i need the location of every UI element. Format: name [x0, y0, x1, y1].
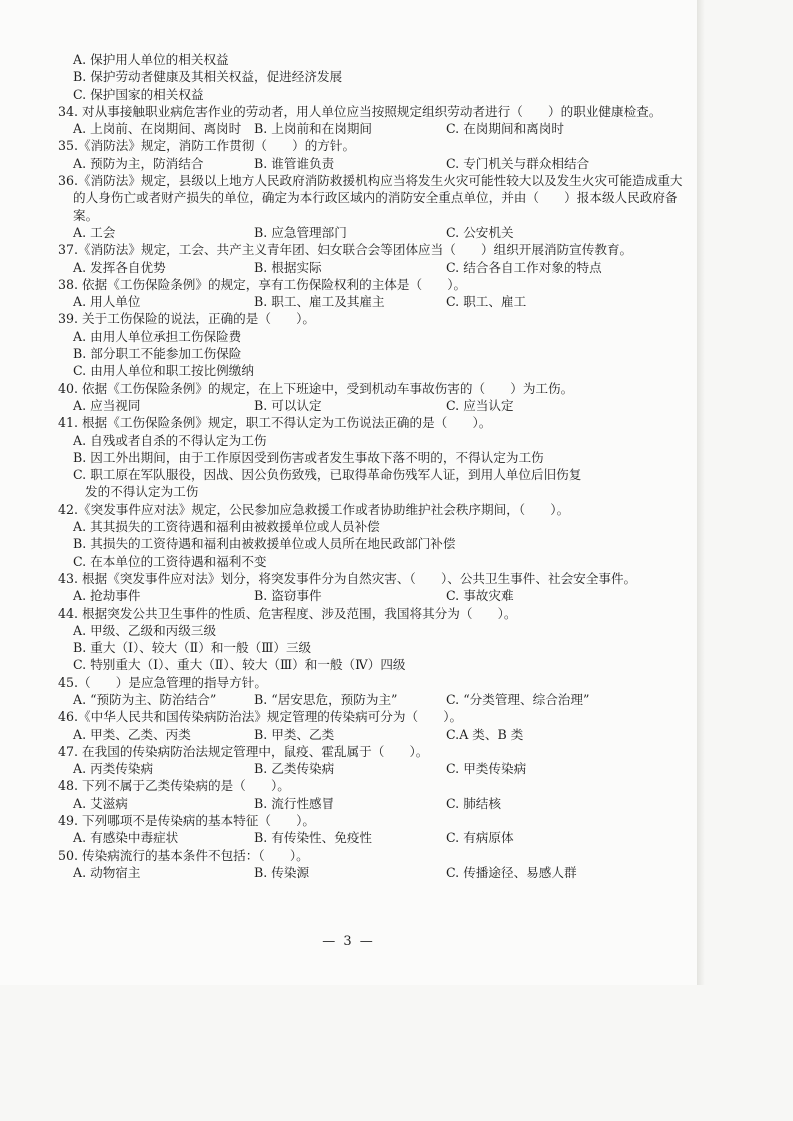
- question-stem: 46.《中华人民共和国传染病防治法》规定管理的传染病可分为（ ）。: [58, 709, 463, 725]
- option-b: B. 有传染性、免疫性: [254, 830, 373, 846]
- question-stem: 43. 根据《突发事件应对法》划分，将突发事件分为自然灾害、（ ）、公共卫生事件、社会安全事件。: [58, 570, 637, 586]
- options-row: [58, 795, 688, 812]
- question-44: [58, 605, 688, 674]
- question-40: [58, 380, 688, 415]
- option-b: B. 应急管理部门: [254, 224, 347, 240]
- option-b: B. 盗窃事件: [254, 588, 322, 604]
- question-stem: 49. 下列哪项不是传染病的基本特征（ ）。: [58, 813, 316, 829]
- option-b: B. 部分职工不能参加工伤保险: [73, 346, 242, 362]
- option-c: C. 在岗期间和离岗时: [446, 121, 564, 137]
- option-c: C. 由用人单位和职工按比例缴纳: [73, 363, 254, 379]
- question-38: [58, 276, 688, 311]
- option-b: B. 根据实际: [254, 259, 322, 275]
- question-stem: 39. 关于工伤保险的说法，正确的是（ ）。: [58, 311, 316, 327]
- option-c: C. 结合各自工作对象的特点: [446, 259, 602, 275]
- option-c: C. 特别重大（Ⅰ）、重大（Ⅱ）、较大（Ⅲ）和一般（Ⅳ）四级: [73, 657, 406, 673]
- option-c: C. “分类管理、综合治理”: [446, 691, 590, 707]
- question-35: [58, 137, 688, 172]
- option-c: C. 事故灾难: [446, 588, 514, 604]
- option-b: B. 流行性感冒: [254, 795, 335, 811]
- question-stem: 50. 传染病流行的基本条件不包括：（ ）。: [58, 847, 309, 863]
- option-a: A. 工会: [73, 224, 116, 240]
- option-a: A. 自残或者自杀的不得认定为工伤: [73, 432, 267, 448]
- question-43: [58, 570, 688, 605]
- option-c: C. 肺结核: [446, 795, 501, 811]
- option-b: B. 乙类传染病: [254, 761, 335, 777]
- option-c: C. 传播途径、易感人群: [446, 864, 577, 880]
- question-stem: 47. 在我国的传染病防治法规定管理中，鼠疫、霍乱属于（ ）。: [58, 743, 429, 759]
- options-row: [58, 760, 688, 777]
- option-a: A. 艾滋病: [73, 795, 128, 811]
- option-a: A. 有感染中毒症状: [73, 830, 179, 846]
- question-stem: 40. 依据《工伤保险条例》的规定，在上下班途中，受到机动车事故伤害的（ ）为工伤。: [58, 380, 574, 396]
- option-a: A. 其其损失的工资待遇和福利由被救援单位或人员补偿: [73, 519, 380, 535]
- question-41: [58, 414, 688, 500]
- question-49: [58, 812, 688, 847]
- option-a: A. 动物宿主: [73, 864, 141, 880]
- option-c: C. 专门机关与群众相结合: [446, 155, 590, 171]
- question-34: [58, 103, 688, 138]
- option-a: A. 发挥各自优势: [73, 259, 166, 275]
- option-c: C. 有病原体: [446, 830, 514, 846]
- option-c: C. 公安机关: [446, 224, 514, 240]
- question-42: [58, 501, 688, 570]
- option-c: C. 甲类传染病: [446, 761, 527, 777]
- option-c: C. 职工、雇工: [446, 294, 527, 310]
- options-row: [58, 120, 688, 137]
- question-stem: 44. 根据突发公共卫生事件的性质、危害程度、涉及范围，我国将其分为（ ）。: [58, 605, 517, 621]
- option-b: B. 传染源: [254, 864, 310, 880]
- option-c: C. 职工原在军队服役，因战、因公负伤致残，已取得革命伤残军人证，到用人单位后旧伤复: [73, 467, 582, 483]
- option-a: A. 甲类、乙类、丙类: [73, 726, 191, 742]
- option-c: C.A 类、B 类: [446, 726, 524, 742]
- options-row: [58, 829, 688, 846]
- option-b: B. 上岗前和在岗期间: [254, 121, 373, 137]
- option-a: A. 应当视同: [73, 397, 141, 413]
- options-row: [58, 293, 688, 310]
- question-stem: 35.《消防法》规定，消防工作贯彻（ ）的方针。: [58, 138, 356, 154]
- option-a: A. 保护用人单位的相关权益: [73, 52, 229, 67]
- question-stem: 45.（ ）是应急管理的指导方针。: [58, 674, 267, 690]
- options-row: [58, 691, 688, 708]
- option-a: A. 预防为主，防消结合: [73, 155, 204, 171]
- question-stem: 48. 下列不属于乙类传染病的是（ ）。: [58, 778, 290, 794]
- option-b: B. 其损失的工资待遇和福利由被救援单位或人员所在地民政部门补偿: [73, 536, 456, 552]
- options-row: [58, 726, 688, 743]
- option-a: A. 用人单位: [73, 294, 141, 310]
- option-a: A. 甲级、乙级和丙级三级: [73, 622, 217, 638]
- option-b: B. 谁管谁负责: [254, 155, 335, 171]
- question-list: [58, 51, 688, 881]
- option-c: C. 保护国家的相关权益: [73, 86, 204, 102]
- options-row: [58, 259, 688, 276]
- option-b: B. 因工外出期间，由于工作原因受到伤害或者发生事故下落不明的，不得认定为工伤: [73, 449, 544, 465]
- option-a: A. 抢劫事件: [73, 588, 141, 604]
- question-stem: 41. 根据《工伤保险条例》规定，职工不得认定为工伤说法正确的是（ ）。: [58, 415, 492, 431]
- question-48: [58, 777, 688, 812]
- option-a: A. 由用人单位承担工伤保险费: [73, 328, 242, 344]
- option-a: A. 丙类传染病: [73, 761, 154, 777]
- option-b: B. “居安思危，预防为主”: [254, 691, 398, 707]
- page-number: — 3 —: [322, 934, 375, 949]
- option-b: B. 职工、雇工及其雇主: [254, 294, 385, 310]
- options-row: [58, 224, 688, 241]
- question-stem: 37.《消防法》规定，工会、共产主义青年团、妇女联合会等团体应当（ ）组织开展消防宣传教育。: [58, 242, 633, 258]
- question-46: [58, 708, 688, 743]
- question-stem: 42.《突发事件应对法》规定，公民参加应急救援工作或者协助维护社会秩序期间，（ ）。: [58, 501, 570, 517]
- question-45: [58, 674, 688, 709]
- question-stem: 38. 依据《工伤保险条例》的规定，享有工伤保险权利的主体是（ ）。: [58, 276, 467, 292]
- options-row: [58, 397, 688, 414]
- option-b: B. 保护劳动者健康及其相关权益，促进经济发展: [73, 69, 343, 85]
- question-50: [58, 847, 688, 882]
- page-edge: [697, 0, 705, 985]
- option-b: B. 甲类、乙类: [254, 726, 335, 742]
- question-stem: 34. 对从事接触职业病危害作业的劳动者，用人单位应当按照规定组织劳动者进行（ ）的职业健康检查。: [58, 103, 662, 119]
- option-c: C. 应当认定: [446, 397, 514, 413]
- question-33-options: [58, 51, 688, 103]
- option-b: B. 可以认定: [254, 397, 322, 413]
- question-stem: 36.《消防法》规定，县级以上地方人民政府消防救援机构应当将发生火灾可能性较大以及发生火灾可能造成重大的人身伤亡或者财产损失的单位，确定为本行政区域内的消防安全重点单位，并由（ ）报本级人民政府备案。: [58, 173, 683, 223]
- option-a: A. “预防为主、防治结合”: [73, 691, 217, 707]
- question-36: [58, 172, 688, 241]
- option-c-continued: 发的不得认定为工伤: [85, 484, 199, 500]
- options-row: [58, 155, 688, 172]
- option-b: B. 重大（Ⅰ）、较大（Ⅱ）和一般（Ⅲ）三级: [73, 640, 312, 656]
- options-row: [58, 587, 688, 604]
- option-c: C. 在本单位的工资待遇和福利不变: [73, 553, 267, 569]
- option-a: A. 上岗前、在岗期间、离岗时: [73, 121, 242, 137]
- question-39: [58, 310, 688, 379]
- question-37: [58, 241, 688, 276]
- question-47: [58, 743, 688, 778]
- options-row: [58, 864, 688, 881]
